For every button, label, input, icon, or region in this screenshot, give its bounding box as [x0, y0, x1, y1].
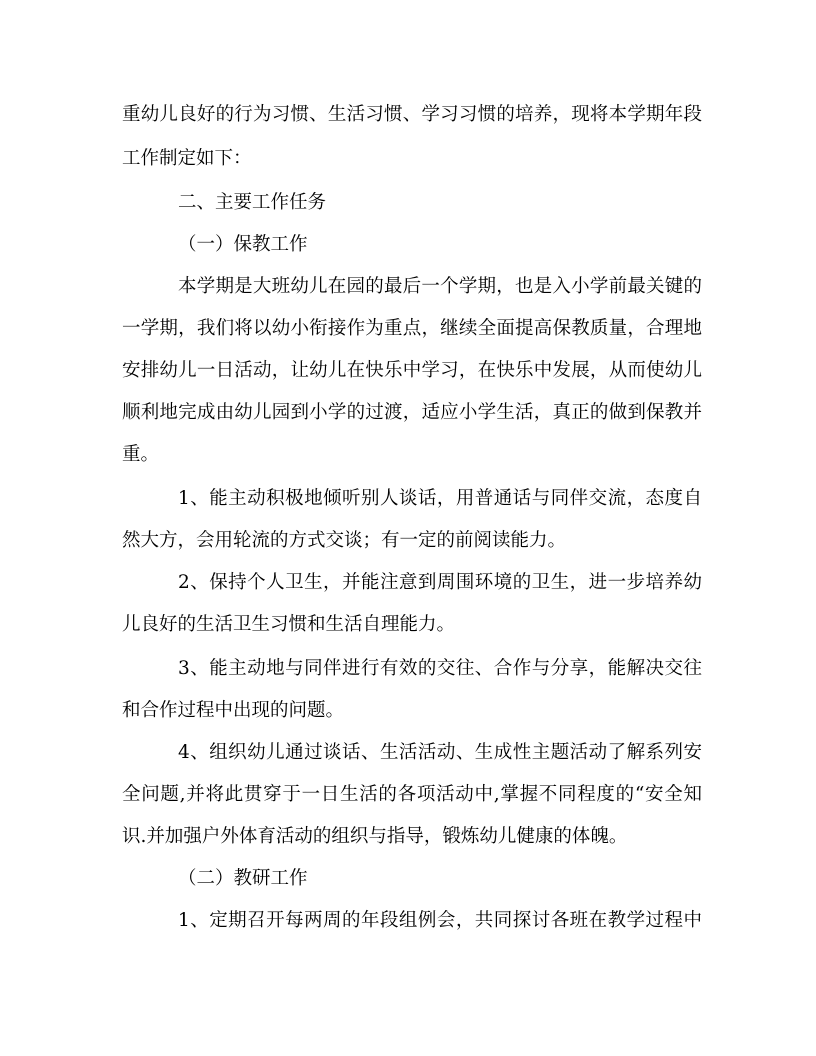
paragraph-line: 一学期，我们将以幼小衔接作为重点，继续全面提高保教质量，合理地	[122, 318, 702, 339]
paragraph-line: 重幼儿良好的行为习惯、生活习惯、学习习惯的培养，现将本学期年段	[122, 104, 702, 125]
list-item-line: 3、能主动地与同伴进行有效的交往、合作与分享，能解决交往	[178, 658, 702, 679]
list-item-line: 1、定期召开每两周的年段组例会，共同探讨各班在教学过程中	[178, 910, 702, 931]
list-item-line: 全问题,并将此贯穿于一日生活的各项活动中,掌握不同程度的“安全知	[122, 784, 702, 805]
list-item-line: 儿良好的生活卫生习惯和生活自理能力。	[122, 614, 456, 635]
list-item-line: 2、保持个人卫生，并能注意到周围环境的卫生，进一步培养幼	[178, 572, 702, 593]
paragraph-line: 工作制定如下：	[122, 148, 252, 169]
list-item-line: 然大方，会用轮流的方式交谈；有一定的前阅读能力。	[122, 530, 567, 551]
paragraph-line: 重。	[122, 444, 160, 465]
subsection-heading: （二）教研工作	[178, 868, 308, 889]
subsection-heading: （一）保教工作	[178, 234, 308, 255]
list-item-line: 1、能主动积极地倾听别人谈话，用普通话与同伴交流，态度自	[178, 488, 702, 509]
list-item-line: 4、组织幼儿通过谈话、生活活动、生成性主题活动了解系列安	[178, 742, 702, 763]
paragraph-line: 安排幼儿一日活动，让幼儿在快乐中学习，在快乐中发展，从而使幼儿	[122, 360, 702, 381]
section-heading: 二、主要工作任务	[178, 192, 327, 213]
paragraph-line: 顺利地完成由幼儿园到小学的过渡，适应小学生活，真正的做到保教并	[122, 402, 702, 423]
list-item-line: 识.并加强户外体育活动的组织与指导，锻炼幼儿健康的体魄。	[122, 826, 628, 847]
paragraph-line: 本学期是大班幼儿在园的最后一个学期，也是入小学前最关键的	[178, 276, 702, 297]
list-item-line: 和合作过程中出现的问题。	[122, 700, 345, 721]
